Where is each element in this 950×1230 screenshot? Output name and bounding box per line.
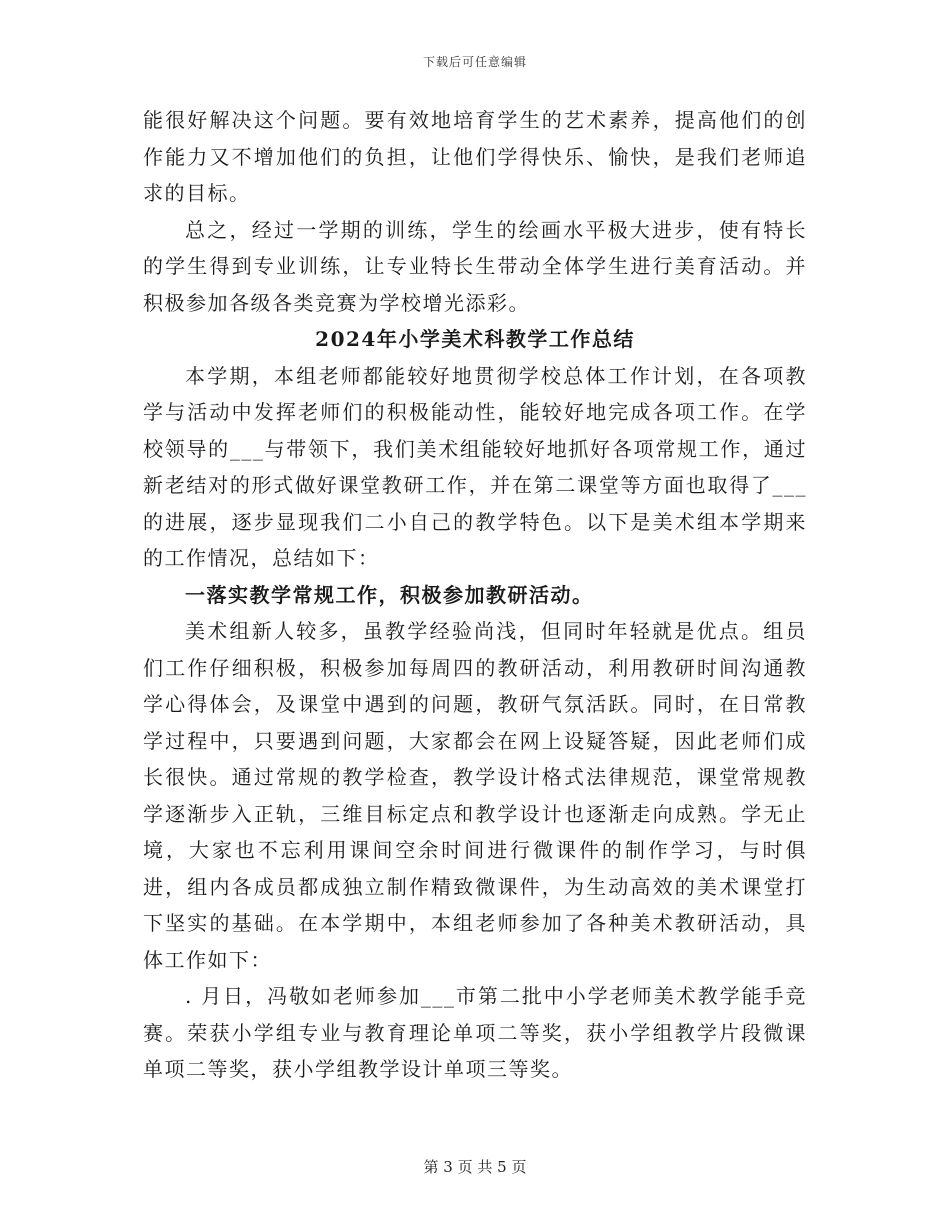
document-body	[143, 102, 807, 1088]
paragraph: 美术组新人较多，虽教学经验尚浅，但同时年轻就是优点。组员们工作仔细积极，积极参加每周四的教研活动，利用教研时间沟通教学心得体会，及课堂中遇到的问题，教研气氛活跃。同时，在日常教学过程中，只要遇到问题，大家都会在网上设疑答疑，因此老师们成长很快。通过常规的教学检查，教学设计格式法律规范，课堂常规教学逐渐步入正轨，三维目标定点和教学设计也逐渐走向成熟。学无止境，大家也不忘利用课间空余时间进行微课件的制作学习，与时俱进，组内各成员都成独立制作精致微课件，为生动高效的美术课堂打下坚实的基础。在本学期中，本组老师参加了各种美术教研活动，具体工作如下：	[143, 619, 807, 972]
paragraph: 总之，经过一学期的训练，学生的绘画水平极大进步，使有特长的学生得到专业训练，让专业特长生带动全体学生进行美育活动。并积极参加各级各类竞赛为学校增光添彩。	[143, 217, 807, 315]
section-heading: 一落实教学常规工作，积极参加教研活动。	[185, 582, 594, 607]
page-number: 第 3 页 共 5 页	[423, 1158, 527, 1176]
section-title: 2024年小学美术科教学工作总结	[315, 327, 635, 351]
paragraph: 能很好解决这个问题。要有效地培育学生的艺术素养，提高他们的创作能力又不增加他们的负担，让他们学得快乐、愉快，是我们老师追求的目标。	[143, 108, 807, 205]
paragraph: 本学期，本组老师都能较好地贯彻学校总体工作计划，在各项教学与活动中发挥老师们的积极能动性，能较好地完成各项工作。在学校领导的___与带领下，我们美术组能较好地抓好各项常规工作，通过新老结对的形式做好课堂教研工作，并在第二课堂等方面也取得了___的进展，逐步显现我们二小自己的教学特色。以下是美术组本学期来的工作情况，总结如下：	[143, 363, 807, 570]
paragraph: . 月日，冯敬如老师参加___市第二批中小学老师美术教学能手竞赛。荣获小学组专业与教育理论单项二等奖，获小学组教学片段微课单项二等奖，获小学组教学设计单项三等奖。	[143, 984, 807, 1081]
header-note: 下载后可任意编辑	[422, 55, 527, 69]
